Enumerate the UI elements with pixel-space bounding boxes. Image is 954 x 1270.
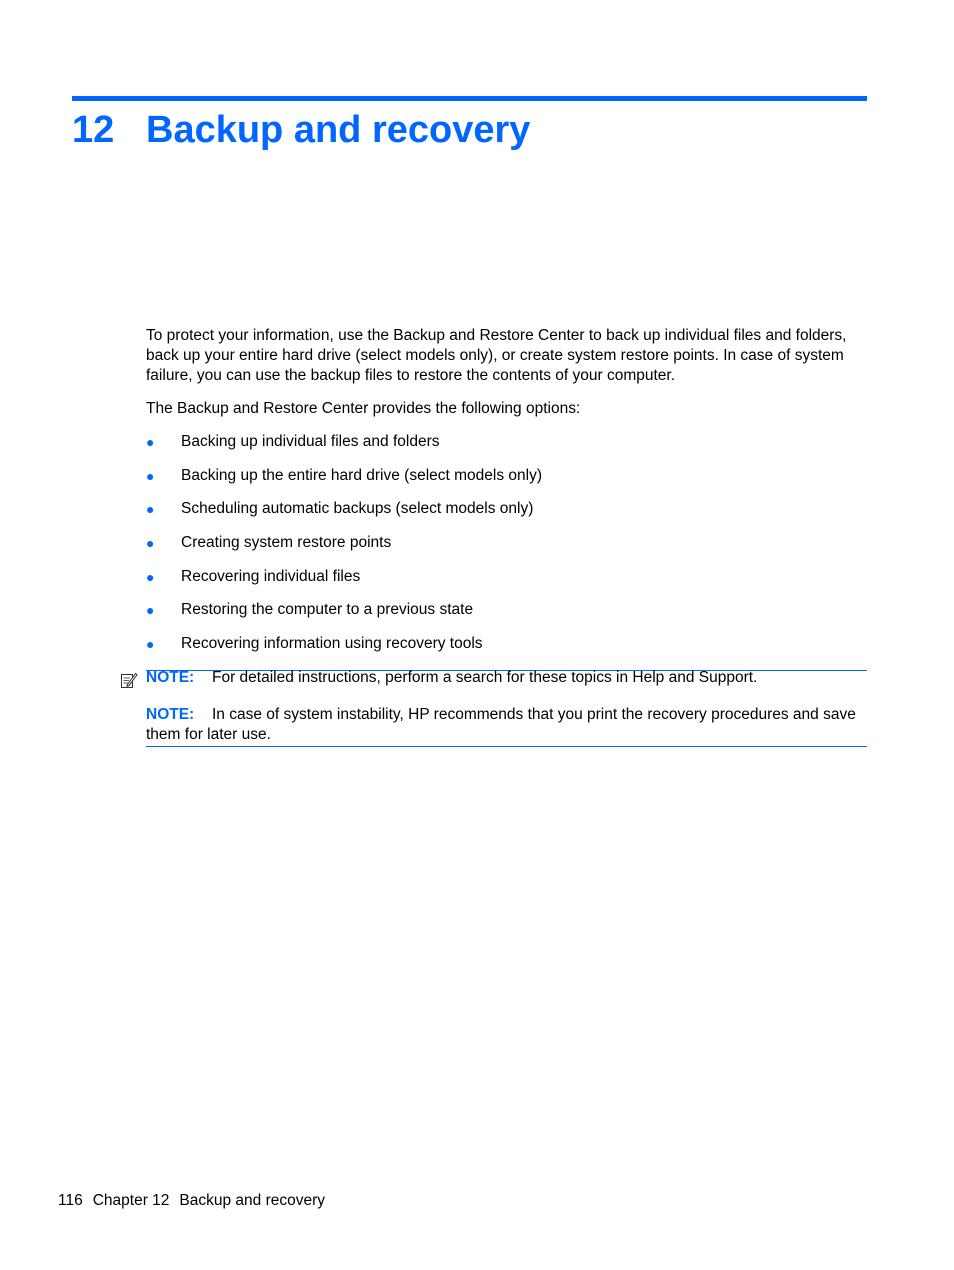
note-label: NOTE:: [146, 706, 195, 723]
list-item: [146, 432, 858, 466]
bullet-icon: ●: [146, 636, 155, 653]
list-item: [146, 600, 858, 634]
chapter-top-rule: [72, 96, 867, 101]
bullet-icon: ●: [146, 434, 155, 450]
note-system-instability: [146, 705, 858, 745]
list-item-text: Creating system restore points: [181, 534, 392, 552]
list-item: [146, 533, 858, 567]
options-lead-text: The Backup and Restore Center provides the following options:: [146, 400, 581, 417]
bullet-icon: ●: [146, 501, 155, 518]
footer-chapter-label: Chapter 12: [92, 1192, 170, 1209]
page-number: 116: [58, 1192, 83, 1209]
chapter-title-text: Backup and recovery: [146, 109, 531, 151]
note-label: NOTE:: [146, 669, 195, 686]
bullet-icon: ●: [146, 602, 155, 619]
chapter-title: [72, 106, 530, 154]
list-item: [146, 567, 858, 601]
list-item-text: Backing up the entire hard drive (select models only): [181, 466, 542, 484]
list-item-text: Restoring the computer to a previous state: [181, 601, 474, 619]
list-item: [146, 466, 858, 500]
list-item: [146, 634, 858, 668]
options-list: [146, 432, 858, 668]
list-item-text: Backing up individual files and folders: [181, 433, 440, 450]
list-item-text: Recovering individual files: [181, 567, 361, 585]
chapter-number: 12: [72, 109, 115, 151]
bullet-icon: ●: [146, 535, 155, 552]
bullet-icon: ●: [146, 568, 155, 585]
note-text: In case of system instability, HP recommends that you print the recovery procedures and save them for later use.: [146, 706, 856, 743]
note-help-support: [146, 668, 858, 688]
page-footer: [58, 1191, 335, 1211]
intro-paragraph: To protect your information, use the Backup and Restore Center to back up individual files and folders, back up your entire hard drive (select models only), or create system restore points. In case of system failure, you can use the backup files to restore the contents of your computer.: [146, 327, 847, 384]
list-item-text: Scheduling automatic backups (select models only): [181, 500, 534, 518]
note-pencil-icon: [120, 671, 138, 689]
list-item: [146, 499, 858, 533]
note-bottom-rule: [146, 746, 867, 747]
list-item-text: Recovering information using recovery tools: [181, 635, 483, 653]
note-text: For detailed instructions, perform a search for these topics in Help and Support.: [212, 669, 758, 686]
bullet-icon: ●: [146, 467, 155, 484]
footer-chapter-title: Backup and recovery: [179, 1192, 326, 1209]
